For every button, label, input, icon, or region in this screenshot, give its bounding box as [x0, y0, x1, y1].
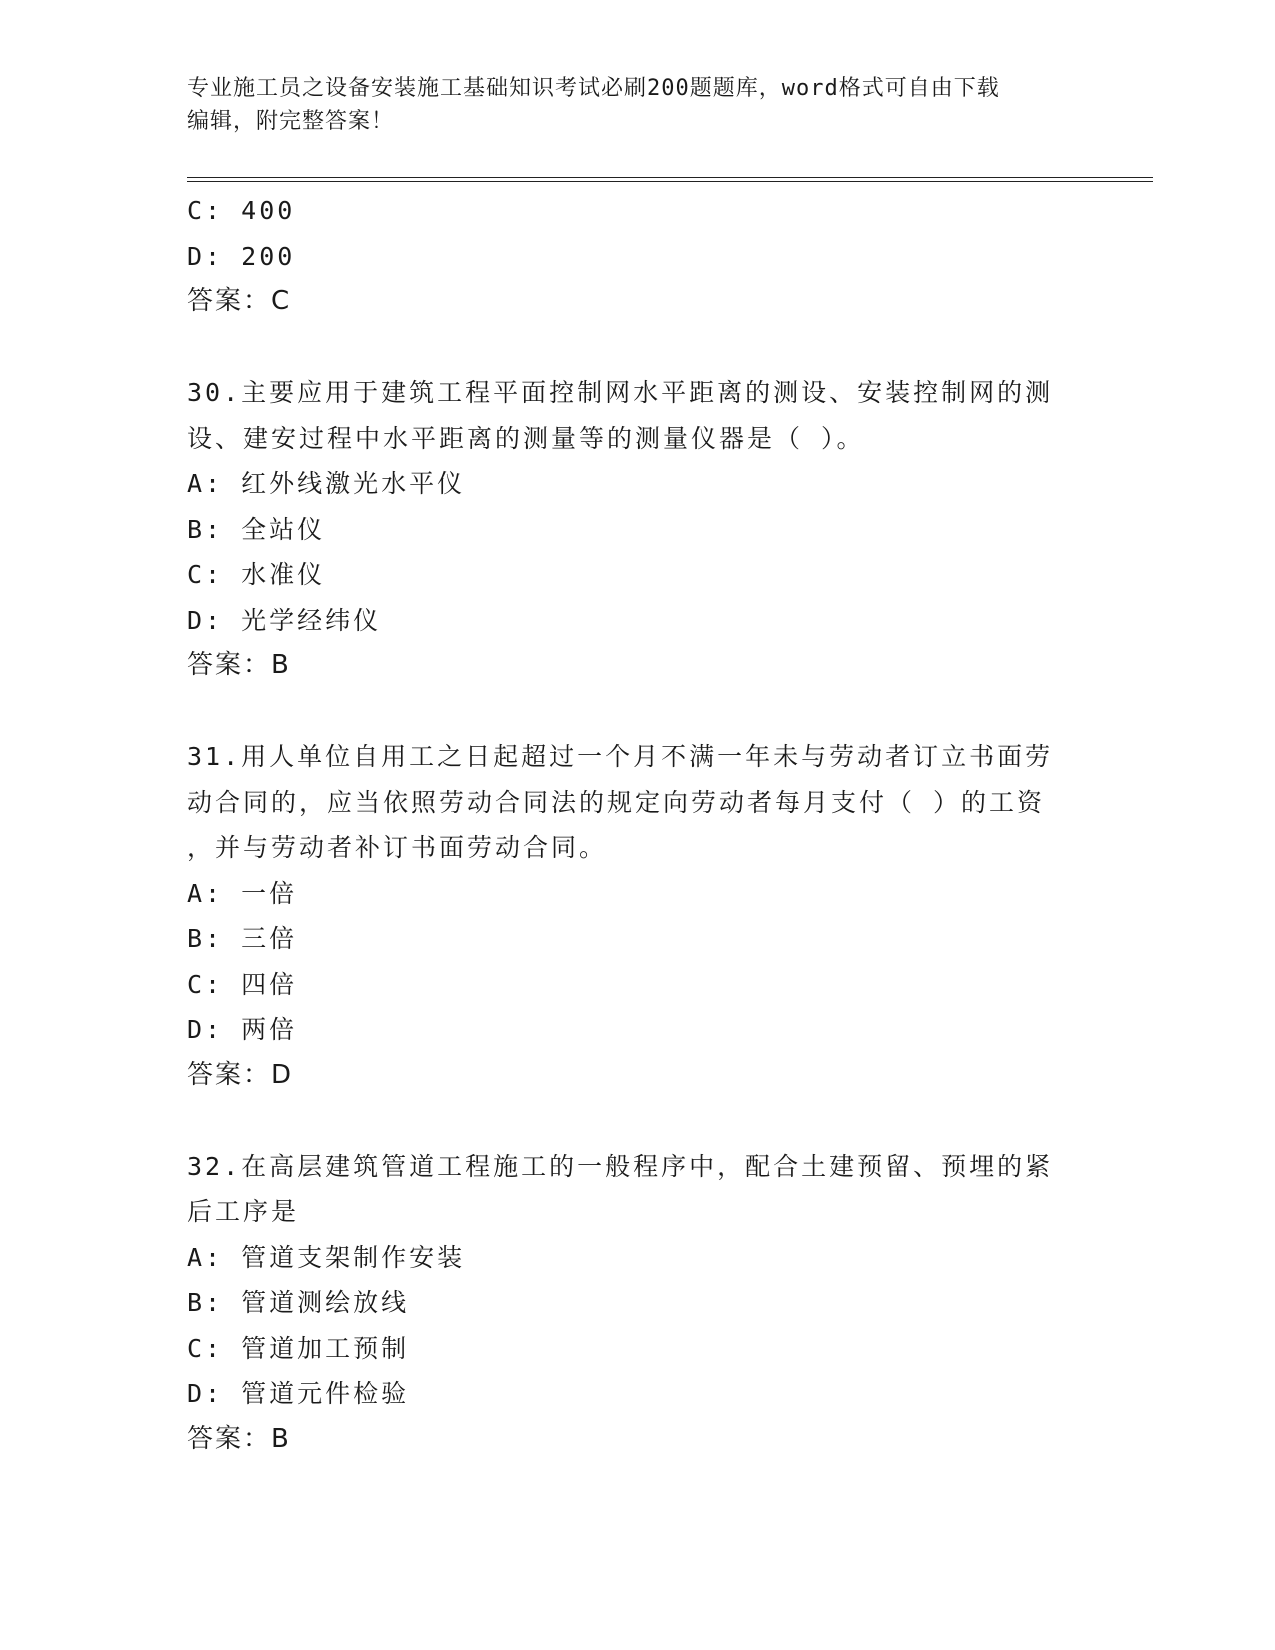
answer-label: 答案：C — [187, 286, 292, 316]
option-d: D: 200 — [187, 241, 296, 271]
question-text-line: 后工序是 — [187, 1197, 300, 1226]
question-text-line: ，并与劳动者补订书面劳动合同。 — [187, 833, 608, 862]
option-b: B: 三倍 — [187, 924, 298, 953]
option-a: A: 一倍 — [187, 878, 298, 908]
question-partial — [187, 188, 1087, 325]
answer-label: 答案：B — [187, 1423, 291, 1454]
question-content — [187, 188, 1087, 1462]
answer-label: 答案：B — [187, 650, 291, 680]
option-b: B: 管道测绘放线 — [187, 1288, 410, 1317]
option-d: D: 管道元件检验 — [187, 1379, 410, 1408]
option-d: D: 光学经纬仪 — [187, 605, 382, 635]
header-title-line2: 编辑，附完整答案！ — [187, 109, 395, 134]
question-text-line: 设、建安过程中水平距离的测量等的测量仪器是（ ）。 — [187, 423, 865, 453]
answer-label: 答案：D — [187, 1059, 294, 1090]
question-31 — [187, 734, 1087, 1098]
header-divider-bottom — [187, 181, 1153, 182]
question-text — [187, 370, 1087, 461]
page-header — [187, 72, 1067, 138]
option-c: C: 400 — [187, 196, 296, 225]
question-text-line: 31.用人单位自用工之日起超过一个月不满一年未与劳动者订立书面劳 — [187, 742, 1054, 771]
option-b: B: 全站仪 — [187, 514, 326, 544]
option-c: C: 水准仪 — [187, 560, 326, 589]
option-c: C: 管道加工预制 — [187, 1333, 410, 1363]
header-divider-top — [187, 177, 1153, 178]
header-title-line1: 专业施工员之设备安装施工基础知识考试必刷200题题库，word格式可自由下载 — [187, 76, 1000, 101]
question-text — [187, 734, 1087, 871]
option-c: C: 四倍 — [187, 969, 298, 999]
option-a: A: 红外线激光水平仪 — [187, 469, 466, 498]
question-text-line: 32.在高层建筑管道工程施工的一般程序中，配合土建预留、预埋的紧 — [187, 1151, 1054, 1181]
option-d: D: 两倍 — [187, 1015, 298, 1044]
question-32 — [187, 1144, 1087, 1463]
option-a: A: 管道支架制作安装 — [187, 1242, 466, 1272]
question-text-line: 30.主要应用于建筑工程平面控制网水平距离的测设、安装控制网的测 — [187, 378, 1054, 407]
question-text — [187, 1144, 1087, 1235]
question-text-line: 动合同的，应当依照劳动合同法的规定向劳动者每月支付（ ）的工资 — [187, 787, 1046, 817]
question-30 — [187, 370, 1087, 689]
